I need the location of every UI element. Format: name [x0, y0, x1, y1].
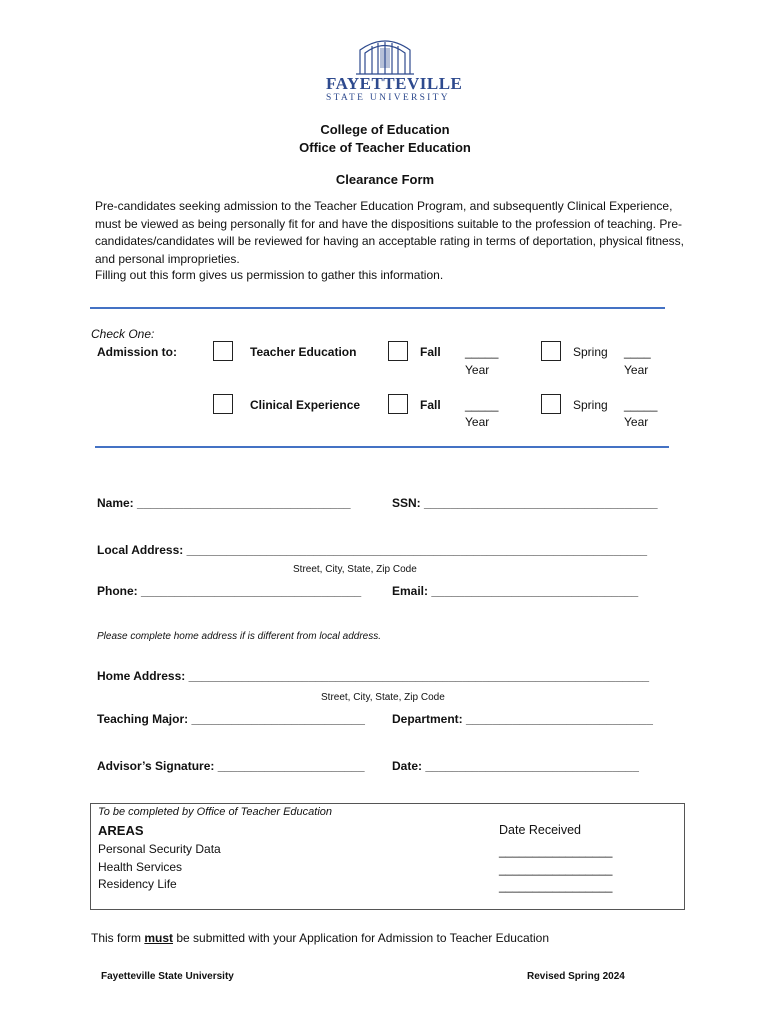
clinical-experience-fall-checkbox[interactable] — [388, 394, 408, 414]
area-residency-life: Residency Life — [98, 877, 177, 891]
spring-label: Spring — [573, 345, 608, 359]
college-heading: College of Education — [320, 122, 450, 137]
year-label: Year — [624, 415, 649, 429]
teacher-education-checkbox[interactable] — [213, 341, 233, 361]
teacher-education-spring-checkbox[interactable] — [541, 341, 561, 361]
advisor-signature-field[interactable]: Advisor’s Signature: ______________________ — [97, 759, 365, 773]
date-received-blank[interactable]: _________________ — [499, 844, 613, 858]
area-health-services: Health Services — [98, 860, 183, 874]
office-use-box — [90, 803, 685, 910]
submission-note-emphasis: must — [144, 931, 174, 945]
spring-label: Spring — [573, 398, 608, 412]
name-field[interactable]: Name: ________________________________ — [97, 496, 351, 510]
fall-label: Fall — [420, 345, 441, 359]
spring-year-blank[interactable]: ____ — [624, 345, 651, 359]
year-label: Year — [465, 363, 490, 377]
date-field[interactable]: Date: ________________________________ — [392, 759, 639, 773]
office-use-note: To be completed by Office of Teacher Education — [98, 806, 332, 818]
divider-bottom — [95, 446, 669, 448]
form-title: Clearance Form — [335, 172, 435, 187]
teaching-major-field[interactable]: Teaching Major: __________________________ — [97, 712, 365, 726]
footer-revised: Revised Spring 2024 — [527, 971, 625, 982]
university-logo — [320, 34, 463, 106]
department-field[interactable]: Department: ____________________________ — [392, 712, 653, 726]
divider-top — [90, 307, 665, 309]
year-label: Year — [624, 363, 649, 377]
submission-note-start: This form — [91, 931, 145, 945]
home-address-hint: Street, City, State, Zip Code — [321, 692, 445, 703]
email-field[interactable]: Email: _______________________________ — [392, 584, 639, 598]
intro-paragraph: Pre-candidates seeking admission to the Teacher Education Program, and subsequently Clinical Experience, must be viewed as being personally fit for and have the dispositions suitable to the profession of teaching. Pre-candidates/candidates will be reviewed for having an acceptable rating in terms of deportation, physical fitness, and personal improprieties. — [95, 199, 685, 266]
home-address-note: Please complete home address if is different from local address. — [97, 631, 382, 642]
admission-to-label: Admission to: — [97, 345, 177, 359]
clinical-experience-spring-checkbox[interactable] — [541, 394, 561, 414]
clinical-experience-label: Clinical Experience — [250, 398, 361, 412]
permission-text: Filling out this form gives us permission to gather this information. — [95, 268, 444, 282]
submission-note — [91, 931, 549, 945]
date-received-heading: Date Received — [499, 823, 581, 837]
footer-university: Fayetteville State University — [101, 971, 234, 982]
logo-line-2: STATE UNIVERSITY — [326, 93, 450, 103]
teacher-education-label: Teacher Education — [250, 345, 357, 359]
ssn-field[interactable]: SSN: ___________________________________ — [392, 496, 658, 510]
fall-year-blank[interactable]: _____ — [465, 345, 499, 359]
date-received-blank[interactable]: _________________ — [499, 879, 613, 893]
spring-year-blank[interactable]: _____ — [624, 398, 658, 412]
year-label: Year — [465, 415, 490, 429]
submission-note-end: be submitted with your Application for Admission to Teacher Education — [173, 931, 550, 945]
date-received-blank[interactable]: _________________ — [499, 862, 613, 876]
local-address-hint: Street, City, State, Zip Code — [293, 564, 417, 575]
logo-line-1: FAYETTEVILLE — [326, 74, 463, 93]
check-one-label: Check One: — [91, 327, 155, 341]
clinical-experience-checkbox[interactable] — [213, 394, 233, 414]
office-heading: Office of Teacher Education — [299, 140, 471, 155]
local-address-field[interactable]: Local Address: _____________________________________________________________________ — [97, 543, 648, 557]
fall-year-blank[interactable]: _____ — [465, 398, 499, 412]
phone-field[interactable]: Phone: _________________________________ — [97, 584, 362, 598]
home-address-field[interactable]: Home Address: _____________________________________________________________________ — [97, 669, 650, 683]
fall-label: Fall — [420, 398, 441, 412]
area-personal-security: Personal Security Data — [98, 842, 221, 856]
teacher-education-fall-checkbox[interactable] — [388, 341, 408, 361]
areas-heading: AREAS — [98, 823, 144, 838]
